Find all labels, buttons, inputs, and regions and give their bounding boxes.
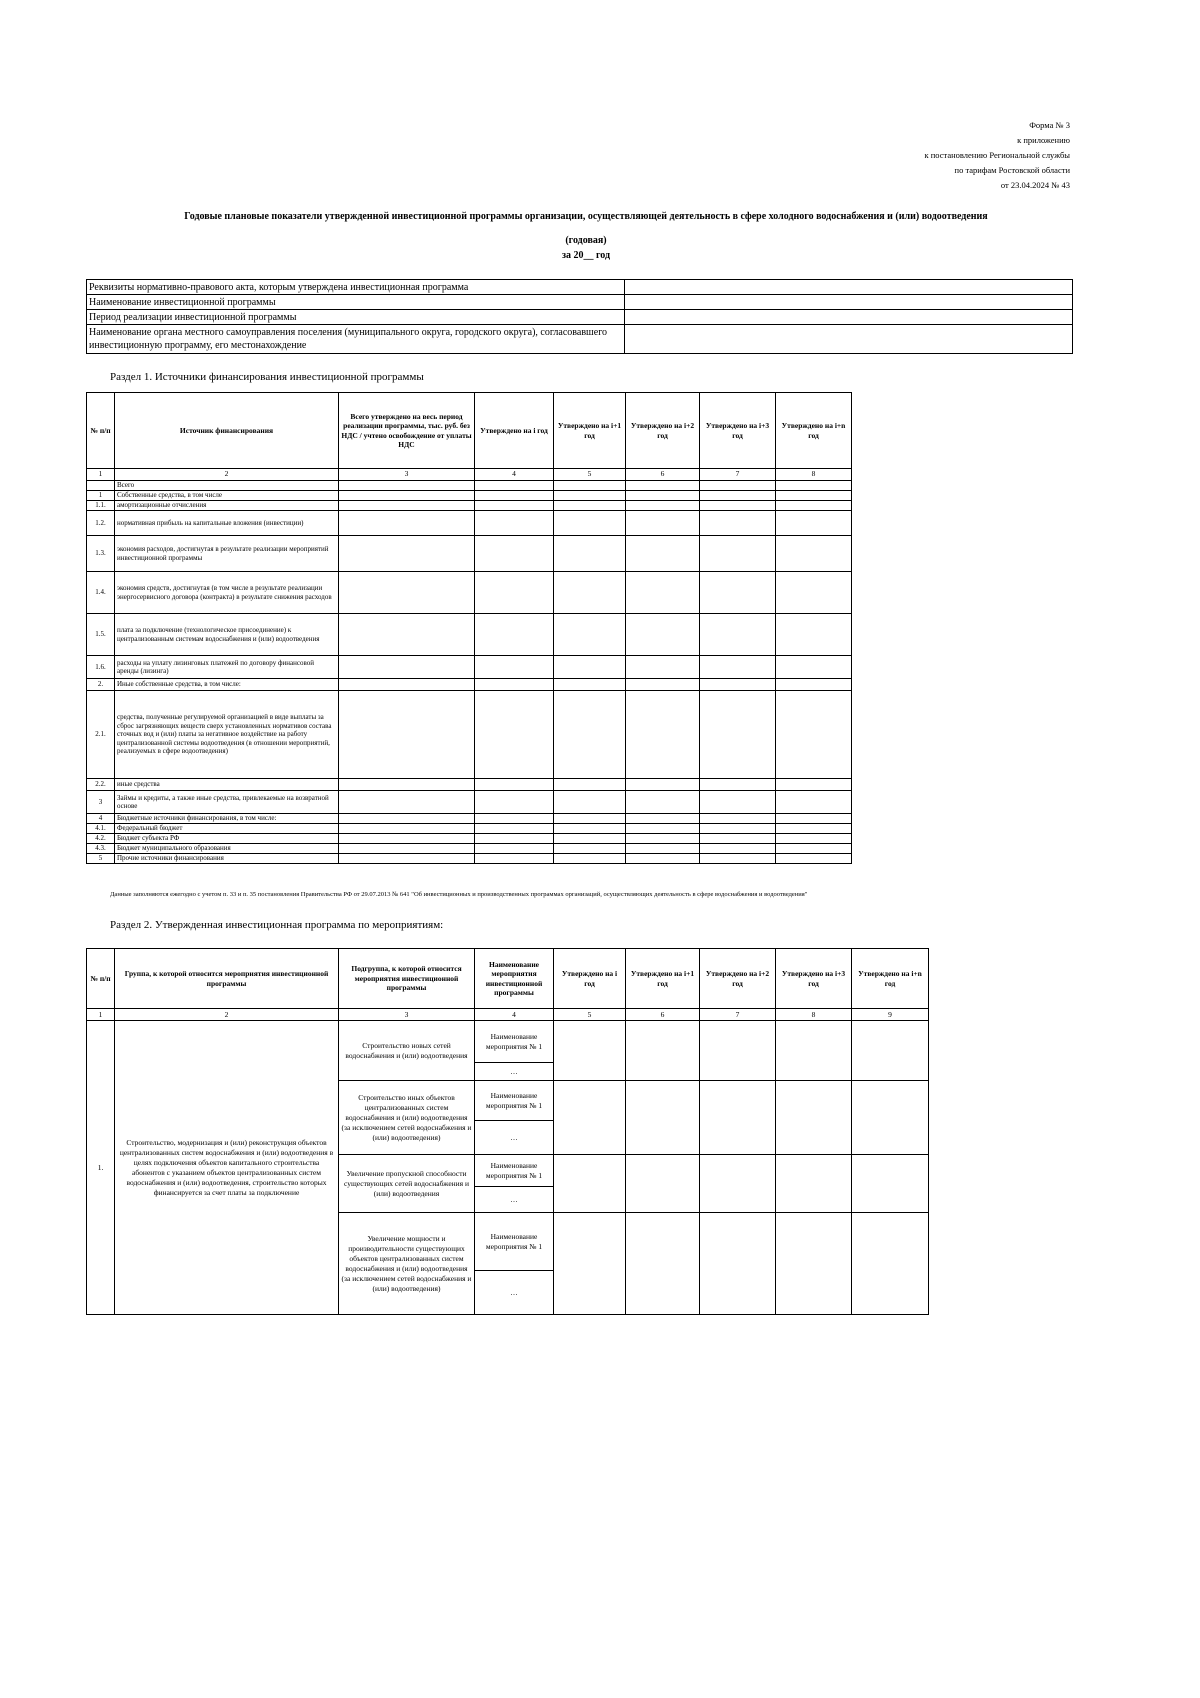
subgroup-name: Строительство новых сетей водоснабжения и (или) водоотведения bbox=[339, 1021, 475, 1081]
value-cell bbox=[475, 691, 554, 779]
event-name: Наименование мероприятия № 1 bbox=[475, 1213, 554, 1271]
value-cell bbox=[700, 844, 776, 854]
row-number: 4 bbox=[87, 814, 115, 824]
row-source-name: нормативная прибыль на капитальные вложения (инвестиции) bbox=[115, 511, 339, 536]
value-cell bbox=[700, 814, 776, 824]
row-source-name: Иные собственные средства, в том числе: bbox=[115, 679, 339, 691]
row-source-name: Собственные средства, в том числе bbox=[115, 491, 339, 501]
value-cell bbox=[339, 501, 475, 511]
row-source-name: Бюджет субъекта РФ bbox=[115, 834, 339, 844]
financing-row bbox=[87, 791, 852, 814]
row-source-name: Займы и кредиты, а также иные средства, привлекаемые на возвратной основе bbox=[115, 791, 339, 814]
value-cell bbox=[626, 824, 700, 834]
form-ref-line: Форма № 3 bbox=[1029, 120, 1070, 130]
financing-row bbox=[87, 779, 852, 791]
program-header-row bbox=[87, 949, 929, 1009]
col-header-year-in: Утверждено на i+n год bbox=[852, 949, 929, 1009]
event-ellipsis: … bbox=[475, 1063, 554, 1081]
index-cell: 6 bbox=[626, 469, 700, 481]
value-cell bbox=[700, 791, 776, 814]
value-cell bbox=[554, 536, 626, 572]
subtitle-period-type: (годовая) bbox=[565, 235, 607, 246]
subgroup-name: Увеличение мощности и производительности существующих объектов централизованных систем водоснабжения и (или) водоотведения (за исключением сетей водоснабжения и (или) водоотведения) bbox=[339, 1213, 475, 1315]
requisites-label: Реквизиты нормативно-правового акта, которым утверждена инвестиционная программа bbox=[87, 280, 625, 295]
value-cell bbox=[554, 572, 626, 614]
row-number: 1 bbox=[87, 491, 115, 501]
value-cell bbox=[554, 1021, 626, 1081]
value-cell bbox=[700, 491, 776, 501]
financing-row bbox=[87, 691, 852, 779]
value-cell bbox=[700, 1021, 776, 1081]
value-cell bbox=[554, 691, 626, 779]
financing-row bbox=[87, 656, 852, 679]
value-cell bbox=[475, 501, 554, 511]
col-header-year-i1: Утверждено на i+1 год bbox=[554, 393, 626, 469]
requisites-row bbox=[87, 325, 1073, 354]
row-source-name: Бюджетные источники финансирования, в том числе: bbox=[115, 814, 339, 824]
value-cell bbox=[554, 779, 626, 791]
event-name: Наименование мероприятия № 1 bbox=[475, 1081, 554, 1121]
value-cell bbox=[626, 1213, 700, 1315]
col-header-year-i3: Утверждено на i+3 год bbox=[776, 949, 852, 1009]
value-cell bbox=[475, 511, 554, 536]
value-cell bbox=[475, 779, 554, 791]
value-cell bbox=[700, 1213, 776, 1315]
value-cell bbox=[700, 691, 776, 779]
row-source-name: экономия расходов, достигнутая в результате реализации мероприятий инвестиционной программы bbox=[115, 536, 339, 572]
col-header-num: № п/п bbox=[87, 393, 115, 469]
value-cell bbox=[700, 1155, 776, 1213]
requisites-value bbox=[625, 325, 1073, 354]
group-number: 1. bbox=[87, 1021, 115, 1315]
row-source-name: плата за подключение (технологическое присоединение) к централизованным системам водоснабжения и (или) водоотведения bbox=[115, 614, 339, 656]
value-cell bbox=[700, 834, 776, 844]
value-cell bbox=[475, 481, 554, 491]
col-header-source: Источник финансирования bbox=[115, 393, 339, 469]
index-cell: 2 bbox=[115, 469, 339, 481]
value-cell bbox=[776, 844, 852, 854]
value-cell bbox=[339, 834, 475, 844]
col-header-year-i2: Утверждено на i+2 год bbox=[626, 393, 700, 469]
value-cell bbox=[776, 1213, 852, 1315]
value-cell bbox=[626, 679, 700, 691]
program-index-row bbox=[87, 1009, 929, 1021]
form-ref-line: к приложению bbox=[1017, 135, 1070, 145]
financing-row bbox=[87, 854, 852, 864]
value-cell bbox=[626, 614, 700, 656]
value-cell bbox=[554, 1081, 626, 1155]
row-number: 1.4. bbox=[87, 572, 115, 614]
requisites-label: Наименование инвестиционной программы bbox=[87, 295, 625, 310]
value-cell bbox=[776, 1021, 852, 1081]
value-cell bbox=[852, 1081, 929, 1155]
col-header-year-i: Утверждено на i год bbox=[475, 393, 554, 469]
value-cell bbox=[776, 572, 852, 614]
col-header-year-i1: Утверждено на i+1 год bbox=[626, 949, 700, 1009]
value-cell bbox=[554, 614, 626, 656]
value-cell bbox=[700, 501, 776, 511]
row-source-name: Бюджет муниципального образования bbox=[115, 844, 339, 854]
event-name: Наименование мероприятия № 1 bbox=[475, 1021, 554, 1063]
value-cell bbox=[776, 854, 852, 864]
col-header-year-i: Утверждено на i год bbox=[554, 949, 626, 1009]
value-cell bbox=[475, 844, 554, 854]
financing-row bbox=[87, 491, 852, 501]
value-cell bbox=[475, 791, 554, 814]
requisites-label: Период реализации инвестиционной программы bbox=[87, 310, 625, 325]
value-cell bbox=[554, 656, 626, 679]
group-name: Строительство, модернизация и (или) реконструкция объектов централизованных систем водоснабжения и (или) водоотведения в целях подключения объектов капитального строительства абонентов с указанием объектов централизованных систем водоснабжения и (или) водоотведения, строительство которых финансируется за счет платы за подключение bbox=[115, 1021, 339, 1315]
row-source-name: расходы на уплату лизинговых платежей по договору финансовой аренды (лизинга) bbox=[115, 656, 339, 679]
value-cell bbox=[626, 779, 700, 791]
value-cell bbox=[626, 791, 700, 814]
value-cell bbox=[852, 1155, 929, 1213]
index-cell: 7 bbox=[700, 469, 776, 481]
value-cell bbox=[626, 536, 700, 572]
col-header-subgroup: Подгруппа, к которой относится мероприятия инвестиционной программы bbox=[339, 949, 475, 1009]
value-cell bbox=[554, 511, 626, 536]
requisites-value bbox=[625, 310, 1073, 325]
row-number: 1.3. bbox=[87, 536, 115, 572]
value-cell bbox=[776, 536, 852, 572]
value-cell bbox=[475, 614, 554, 656]
event-ellipsis: … bbox=[475, 1121, 554, 1155]
value-cell bbox=[776, 1155, 852, 1213]
financing-row bbox=[87, 614, 852, 656]
value-cell bbox=[339, 791, 475, 814]
value-cell bbox=[475, 834, 554, 844]
value-cell bbox=[339, 679, 475, 691]
value-cell bbox=[626, 1021, 700, 1081]
document-subtitle bbox=[86, 233, 1086, 263]
value-cell bbox=[554, 824, 626, 834]
value-cell bbox=[554, 1213, 626, 1315]
value-cell bbox=[626, 691, 700, 779]
value-cell bbox=[475, 814, 554, 824]
financing-row bbox=[87, 572, 852, 614]
value-cell bbox=[626, 844, 700, 854]
value-cell bbox=[776, 656, 852, 679]
row-number: 2.2. bbox=[87, 779, 115, 791]
requisites-label: Наименование органа местного самоуправления поселения (муниципального округа, городского округа), согласовавшего инвестиционную программу, его местонахождение bbox=[87, 325, 625, 354]
financing-row bbox=[87, 844, 852, 854]
row-number: 5 bbox=[87, 854, 115, 864]
col-header-event: Наименование мероприятия инвестиционной программы bbox=[475, 949, 554, 1009]
value-cell bbox=[700, 572, 776, 614]
row-number bbox=[87, 481, 115, 491]
value-cell bbox=[475, 572, 554, 614]
value-cell bbox=[700, 824, 776, 834]
value-cell bbox=[700, 854, 776, 864]
value-cell bbox=[339, 779, 475, 791]
row-number: 1.2. bbox=[87, 511, 115, 536]
index-cell: 5 bbox=[554, 469, 626, 481]
value-cell bbox=[554, 791, 626, 814]
value-cell bbox=[626, 1155, 700, 1213]
index-cell: 3 bbox=[339, 1009, 475, 1021]
value-cell bbox=[852, 1021, 929, 1081]
value-cell bbox=[776, 1081, 852, 1155]
row-number: 1.6. bbox=[87, 656, 115, 679]
event-ellipsis: … bbox=[475, 1271, 554, 1315]
value-cell bbox=[776, 614, 852, 656]
value-cell bbox=[339, 536, 475, 572]
value-cell bbox=[626, 814, 700, 824]
value-cell bbox=[626, 572, 700, 614]
value-cell bbox=[776, 791, 852, 814]
value-cell bbox=[700, 656, 776, 679]
subgroup-name: Строительство иных объектов централизованных систем водоснабжения и (или) водоотведения (за исключением сетей водоснабжения и (или) водоотведения) bbox=[339, 1081, 475, 1155]
value-cell bbox=[339, 844, 475, 854]
value-cell bbox=[339, 491, 475, 501]
row-source-name: Федеральный бюджет bbox=[115, 824, 339, 834]
col-header-year-i2: Утверждено на i+2 год bbox=[700, 949, 776, 1009]
value-cell bbox=[554, 481, 626, 491]
col-header-year-in: Утверждено на i+n год bbox=[776, 393, 852, 469]
requisites-row bbox=[87, 280, 1073, 295]
requisites-table bbox=[86, 279, 1073, 354]
index-cell: 8 bbox=[776, 1009, 852, 1021]
financing-row bbox=[87, 814, 852, 824]
index-cell: 1 bbox=[87, 469, 115, 481]
financing-row bbox=[87, 679, 852, 691]
program-row bbox=[87, 1021, 929, 1063]
value-cell bbox=[475, 679, 554, 691]
section1-note: Данные заполняются ежегодно с учетом п. 33 и п. 35 постановления Правительства РФ от 29.07.2013 № 641 "Об инвестиционных и производственных программах организаций, осуществляющих деятельность в сфере водоснабжения и водоотведения" bbox=[110, 891, 808, 898]
index-cell: 7 bbox=[700, 1009, 776, 1021]
row-number: 1.1. bbox=[87, 501, 115, 511]
row-source-name: иные средства bbox=[115, 779, 339, 791]
document-title: Годовые плановые показатели утвержденной инвестиционной программы организации, осуществляющей деятельность в сфере холодного водоснабжения и (или) водоотведения bbox=[184, 211, 988, 222]
value-cell bbox=[339, 824, 475, 834]
event-ellipsis: … bbox=[475, 1187, 554, 1213]
value-cell bbox=[475, 491, 554, 501]
value-cell bbox=[776, 834, 852, 844]
form-ref-line: к постановлению Региональной службы bbox=[924, 150, 1070, 160]
index-cell: 2 bbox=[115, 1009, 339, 1021]
col-header-year-i3: Утверждено на i+3 год bbox=[700, 393, 776, 469]
financing-row bbox=[87, 824, 852, 834]
financing-row bbox=[87, 501, 852, 511]
value-cell bbox=[852, 1213, 929, 1315]
value-cell bbox=[626, 481, 700, 491]
index-cell: 4 bbox=[475, 1009, 554, 1021]
value-cell bbox=[475, 854, 554, 864]
financing-row bbox=[87, 536, 852, 572]
value-cell bbox=[554, 1155, 626, 1213]
value-cell bbox=[776, 501, 852, 511]
value-cell bbox=[626, 501, 700, 511]
value-cell bbox=[339, 691, 475, 779]
index-cell: 1 bbox=[87, 1009, 115, 1021]
subgroup-name: Увеличение пропускной способности существующих сетей водоснабжения и (или) водоотведения bbox=[339, 1155, 475, 1213]
financing-table bbox=[86, 392, 852, 864]
financing-index-row bbox=[87, 469, 852, 481]
value-cell bbox=[700, 679, 776, 691]
requisites-value bbox=[625, 280, 1073, 295]
index-cell: 3 bbox=[339, 469, 475, 481]
form-ref-line: по тарифам Ростовской области bbox=[954, 165, 1070, 175]
requisites-row bbox=[87, 295, 1073, 310]
value-cell bbox=[554, 834, 626, 844]
value-cell bbox=[776, 511, 852, 536]
row-number: 4.2. bbox=[87, 834, 115, 844]
value-cell bbox=[475, 536, 554, 572]
program-table bbox=[86, 948, 929, 1315]
value-cell bbox=[776, 691, 852, 779]
requisites-value bbox=[625, 295, 1073, 310]
value-cell bbox=[776, 481, 852, 491]
value-cell bbox=[700, 511, 776, 536]
row-number: 4.3. bbox=[87, 844, 115, 854]
row-source-name: Всего bbox=[115, 481, 339, 491]
index-cell: 6 bbox=[626, 1009, 700, 1021]
value-cell bbox=[700, 536, 776, 572]
value-cell bbox=[475, 824, 554, 834]
index-cell: 4 bbox=[475, 469, 554, 481]
financing-row bbox=[87, 834, 852, 844]
value-cell bbox=[339, 481, 475, 491]
value-cell bbox=[776, 491, 852, 501]
row-source-name: Прочие источники финансирования bbox=[115, 854, 339, 864]
value-cell bbox=[554, 501, 626, 511]
value-cell bbox=[554, 491, 626, 501]
form-reference bbox=[924, 118, 1070, 193]
value-cell bbox=[475, 656, 554, 679]
value-cell bbox=[554, 679, 626, 691]
row-number: 1.5. bbox=[87, 614, 115, 656]
value-cell bbox=[339, 814, 475, 824]
value-cell bbox=[339, 656, 475, 679]
value-cell bbox=[339, 572, 475, 614]
value-cell bbox=[700, 779, 776, 791]
requisites-row bbox=[87, 310, 1073, 325]
index-cell: 5 bbox=[554, 1009, 626, 1021]
value-cell bbox=[554, 814, 626, 824]
value-cell bbox=[776, 779, 852, 791]
row-source-name: средства, полученные регулируемой организацией в виде выплаты за сброс загрязняющих веществ сверх установленных нормативов состава сточных вод и (или) платы за негативное воздействие на работу централизованной системы водоотведения (в отношении мероприятий, реализуемых в сфере водоотведения) bbox=[115, 691, 339, 779]
value-cell bbox=[339, 854, 475, 864]
value-cell bbox=[700, 614, 776, 656]
col-header-total: Всего утверждено на весь период реализации программы, тыс. руб. без НДС / учтено освобождение от уплаты НДС bbox=[339, 393, 475, 469]
index-cell: 8 bbox=[776, 469, 852, 481]
form-ref-line: от 23.04.2024 № 43 bbox=[1000, 180, 1070, 190]
value-cell bbox=[776, 814, 852, 824]
value-cell bbox=[700, 1081, 776, 1155]
section2-title: Раздел 2. Утвержденная инвестиционная программа по мероприятиям: bbox=[110, 919, 444, 931]
col-header-num: № п/п bbox=[87, 949, 115, 1009]
row-number: 2.1. bbox=[87, 691, 115, 779]
value-cell bbox=[776, 824, 852, 834]
value-cell bbox=[339, 511, 475, 536]
row-number: 3 bbox=[87, 791, 115, 814]
value-cell bbox=[700, 481, 776, 491]
value-cell bbox=[554, 844, 626, 854]
subtitle-year: за 20__ год bbox=[561, 250, 611, 261]
value-cell bbox=[626, 511, 700, 536]
value-cell bbox=[554, 854, 626, 864]
row-source-name: амортизационные отчисления bbox=[115, 501, 339, 511]
financing-row bbox=[87, 511, 852, 536]
index-cell: 9 bbox=[852, 1009, 929, 1021]
financing-row bbox=[87, 481, 852, 491]
value-cell bbox=[626, 854, 700, 864]
row-number: 2. bbox=[87, 679, 115, 691]
value-cell bbox=[339, 614, 475, 656]
value-cell bbox=[626, 491, 700, 501]
event-name: Наименование мероприятия № 1 bbox=[475, 1155, 554, 1187]
col-header-group: Группа, к которой относится мероприятия инвестиционной программы bbox=[115, 949, 339, 1009]
value-cell bbox=[626, 834, 700, 844]
value-cell bbox=[626, 656, 700, 679]
value-cell bbox=[776, 679, 852, 691]
financing-header-row bbox=[87, 393, 852, 469]
value-cell bbox=[626, 1081, 700, 1155]
section1-title: Раздел 1. Источники финансирования инвестиционной программы bbox=[110, 371, 424, 383]
row-number: 4.1. bbox=[87, 824, 115, 834]
row-source-name: экономия средств, достигнутая (в том числе в результате реализации энергосервисного договора (контракта) в результате снижения расходов bbox=[115, 572, 339, 614]
